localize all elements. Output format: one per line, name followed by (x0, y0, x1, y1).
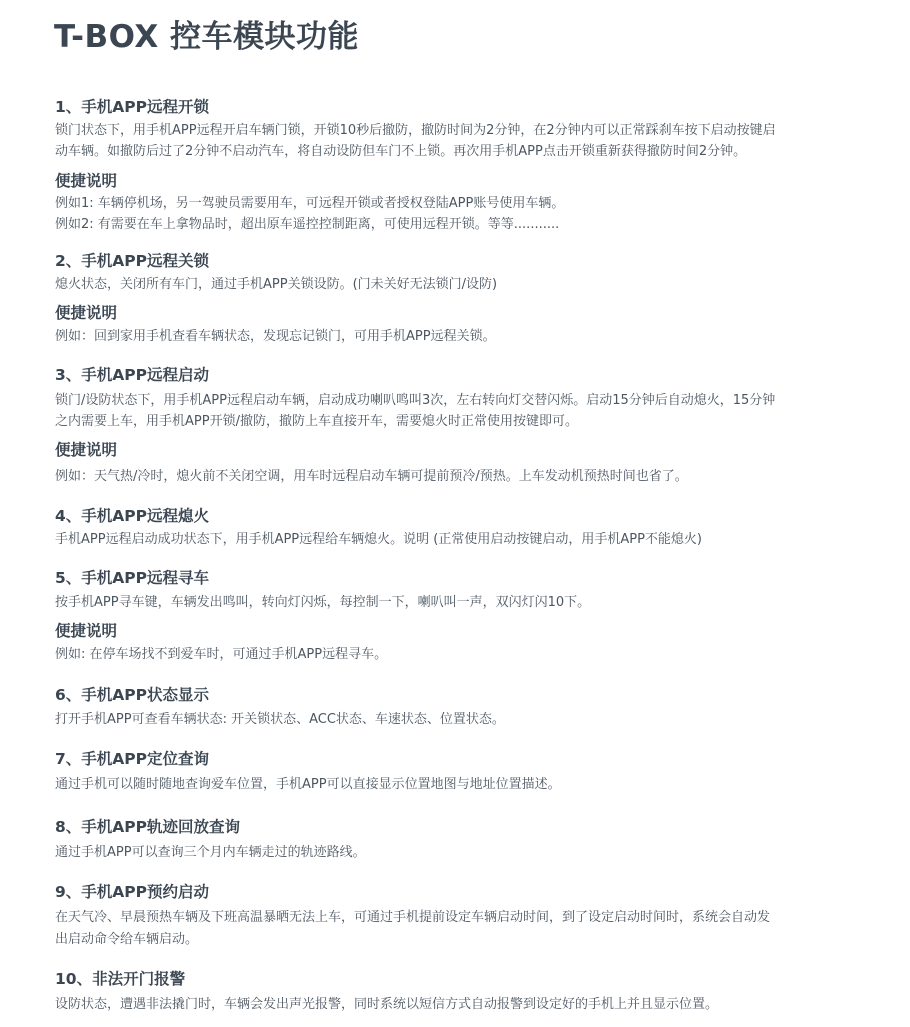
section-6-heading: 6、手机APP状态显示 (55, 686, 210, 704)
section-3-text-line-2: 之内需要上车，用手机APP开锁/撤防，撤防上车直接开车，需要熄火时正常使用按键即可。 (55, 414, 578, 429)
page-title: T-BOX 控车模块功能 (54, 19, 360, 55)
section-1-note-heading: 便捷说明 (55, 172, 118, 190)
section-7-text-line-1: 通过手机可以随时随地查询爱车位置，手机APP可以直接显示位置地图与地址位置描述。 (55, 777, 561, 792)
section-2-heading: 2、手机APP远程关锁 (55, 252, 210, 270)
section-3-text-line-1: 锁门/设防状态下，用手机APP远程启动车辆，启动成功喇叭鸣叫3次，左右转向灯交替闪烁。启动15分钟后自动熄火，15分钟 (55, 393, 776, 408)
section-4-text-line-1: 手机APP远程启动成功状态下，用手机APP远程给车辆熄火。说明 (正常使用启动按键启动，用手机APP不能熄火) (55, 532, 702, 547)
section-3-heading: 3、手机APP远程启动 (55, 366, 210, 384)
section-1-heading: 1、手机APP远程开锁 (55, 98, 210, 116)
section-6-text-line-1: 打开手机APP可查看车辆状态: 开关锁状态、ACC状态、车速状态、位置状态。 (55, 712, 505, 727)
section-2-note-heading: 便捷说明 (55, 304, 118, 322)
section-1-text-line-1: 锁门状态下，用手机APP远程开启车辆门锁，开锁10秒后撤防，撤防时间为2分钟，在2分钟内可以正常踩刹车按下启动按键启 (55, 123, 776, 138)
section-9-text-line-1: 在天气冷、早晨预热车辆及下班高温暴晒无法上车，可通过手机提前设定车辆启动时间，到了设定启动时间时，系统会自动发 (55, 910, 771, 925)
section-2-text-line-1: 熄火状态，关闭所有车门，通过手机APP关锁设防。(门未关好无法锁门/设防) (55, 277, 498, 292)
section-1-note-line-1: 例如1: 车辆停机场，另一驾驶员需要用车，可远程开锁或者授权登陆APP账号使用车辆。 (55, 196, 565, 211)
section-4-heading: 4、手机APP远程熄火 (55, 507, 210, 525)
section-9-heading: 9、手机APP预约启动 (55, 883, 210, 901)
section-1-text-line-2: 动车辆。如撤防后过了2分钟不启动汽车，将自动设防但车门不上锁。再次用手机APP点击开锁重新获得撤防时间2分钟。 (55, 144, 747, 159)
section-9-text-line-2: 出启动命令给车辆启动。 (55, 932, 199, 947)
section-1-note-line-2: 例如2: 有需要在车上拿物品时，超出原车遥控控制距离，可使用远程开锁。等等........... (55, 217, 560, 232)
section-5-note-heading: 便捷说明 (55, 622, 118, 640)
section-8-heading: 8、手机APP轨迹回放查询 (55, 818, 241, 836)
section-7-heading: 7、手机APP定位查询 (55, 750, 210, 768)
section-5-heading: 5、手机APP远程寻车 (55, 569, 210, 587)
section-5-text-line-1: 按手机APP寻车键，车辆发出鸣叫，转向灯闪烁，每控制一下，喇叭叫一声，双闪灯闪10下。 (55, 595, 591, 610)
section-3-note-line-1: 例如：天气热/冷时，熄火前不关闭空调，用车时远程启动车辆可提前预冷/预热。上车发动机预热时间也省了。 (55, 469, 688, 484)
section-3-note-heading: 便捷说明 (55, 441, 118, 459)
section-2-note-line-1: 例如：回到家用手机查看车辆状态，发现忘记锁门，可用手机APP远程关锁。 (55, 329, 496, 344)
section-10-heading: 10、非法开门报警 (55, 970, 186, 988)
section-10-text-line-1: 设防状态，遭遇非法撬门时，车辆会发出声光报警，同时系统以短信方式自动报警到设定好的手机上并且显示位置。 (55, 997, 719, 1012)
section-8-text-line-1: 通过手机APP可以查询三个月内车辆走过的轨迹路线。 (55, 845, 366, 860)
section-5-note-line-1: 例如: 在停车场找不到爱车时，可通过手机APP远程寻车。 (55, 647, 388, 662)
